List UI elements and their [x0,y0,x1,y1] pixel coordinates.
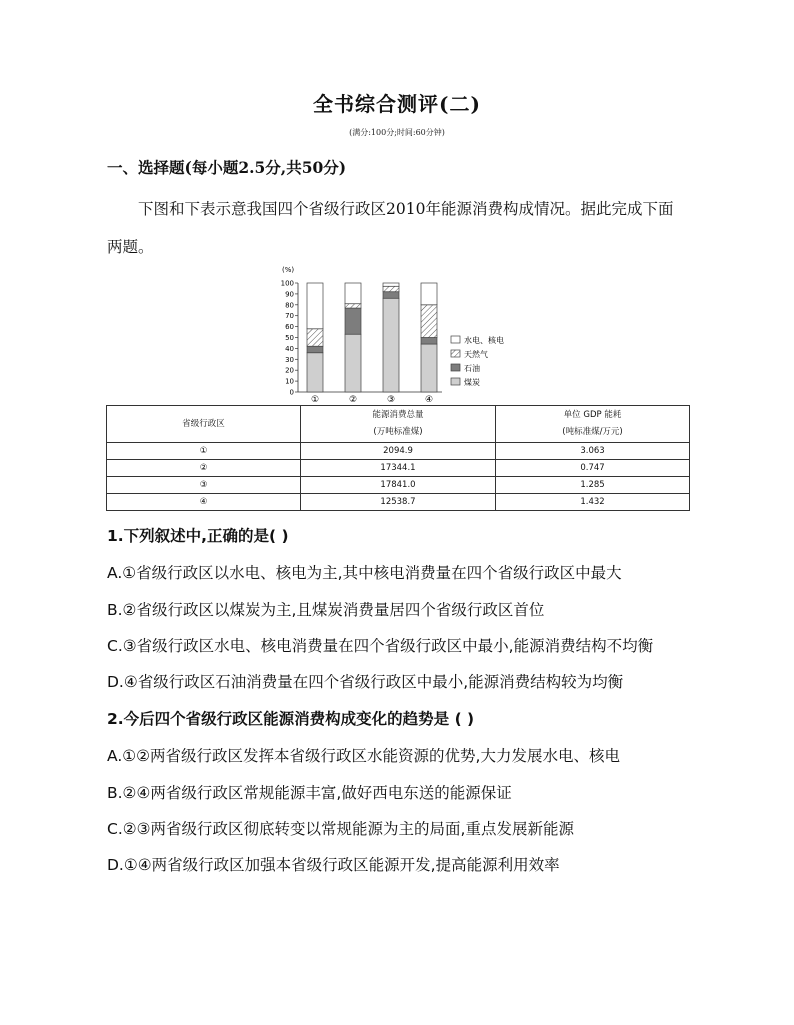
bar-segment [383,286,399,291]
bar-segment [307,283,323,329]
question-2-stem: 2.今后四个省级行政区能源消费构成变化的趋势是 ( ) [107,710,475,728]
table-header-gdp-unit: (吨标准煤/万元) [562,427,623,437]
table-header-region: 省级行政区 [107,406,301,443]
y-tick-label: 60 [285,323,294,332]
table-cell-gdp: 1.285 [496,477,690,494]
y-tick-label: 90 [285,290,294,299]
table-cell-region: ② [107,460,301,477]
question-1-option-b: B.②省级行政区以煤炭为主,且煤炭消费量居四个省级行政区首位 [107,601,545,619]
bar-segment [345,334,361,392]
legend-swatch [451,350,460,357]
question-2-option-d: D.①④两省级行政区加强本省级行政区能源开发,提高能源利用效率 [107,856,560,874]
y-tick-label: 20 [285,366,294,375]
table-cell-region: ③ [107,477,301,494]
question-1-option-d: D.④省级行政区石油消费量在四个省级行政区中最小,能源消费结构较为均衡 [107,673,624,691]
intro-paragraph: 下图和下表示意我国四个省级行政区2010年能源消费构成情况。据此完成下面两题。 [107,200,674,256]
table-header-row [107,406,690,443]
bar-segment [421,344,437,392]
bar-segment [307,353,323,392]
legend-swatch [451,336,460,343]
page-title: 全书综合测评(二) [313,92,481,116]
question-2-option-a: A.①②两省级行政区发挥本省级行政区水能资源的优势,大力发展水电、核电 [107,747,620,765]
y-tick-label: 100 [280,279,294,288]
legend-swatch [451,378,460,385]
y-tick-label: 0 [289,388,294,397]
x-tick-label: ② [348,395,358,405]
table-cell-region: ① [107,443,301,460]
y-tick-label: 70 [285,312,294,321]
bar-segment [307,346,323,353]
table-cell-gdp: 1.432 [496,494,690,511]
legend-label: 石油 [464,364,480,373]
table-row [107,477,690,494]
energy-chart-svg [270,258,530,406]
table-row [107,494,690,511]
y-tick-label: 80 [285,301,294,310]
table-header-total-name: 能源消费总量 [372,410,424,420]
bar-segment [383,298,399,392]
table-header-gdp-name: 单位 GDP 能耗 [563,410,622,420]
question-1-stem: 1.下列叙述中,正确的是( ) [107,527,289,545]
question-1-option-c: C.③省级行政区水电、核电消费量在四个省级行政区中最小,能源消费结构不均衡 [107,637,654,655]
table-cell-total: 17841.0 [301,477,496,494]
section-title: 一、选择题(每小题2.5分,共50分) [107,158,347,177]
question-1-option-a: A.①省级行政区以水电、核电为主,其中核电消费量在四个省级行政区中最大 [107,564,622,582]
table-cell-region: ④ [107,494,301,511]
legend-label: 煤炭 [464,378,480,387]
energy-chart [270,258,530,410]
y-tick-label: 10 [285,377,294,386]
legend-label: 水电、核电 [464,336,504,345]
y-tick-label: 50 [285,334,294,342]
y-tick-label: 30 [285,355,294,364]
table-cell-total: 17344.1 [301,460,496,477]
page-subtitle: (满分:100分;时间:60分钟) [349,128,445,137]
bar-segment [421,338,437,345]
y-axis-unit: (%) [282,266,295,274]
table-row [107,460,690,477]
bar-segment [345,283,361,304]
table-row [107,443,690,460]
bar-segment [383,283,399,286]
x-tick-label: ③ [386,395,396,405]
table-cell-total: 2094.9 [301,443,496,460]
table-cell-gdp: 0.747 [496,460,690,477]
y-tick-label: 40 [285,344,294,353]
energy-table [106,405,690,511]
table-header-gdp [496,406,690,443]
x-tick-label: ① [310,395,320,405]
legend-label: 天然气 [464,350,488,359]
table-cell-gdp: 3.063 [496,443,690,460]
bar-segment [421,283,437,305]
table-cell-total: 12538.7 [301,494,496,511]
question-2-option-b: B.②④两省级行政区常规能源丰富,做好西电东送的能源保证 [107,784,512,802]
bar-segment [383,292,399,299]
table-header-total [301,406,496,443]
bar-segment [307,329,323,346]
x-tick-label: ④ [424,395,434,405]
bar-segment [345,308,361,334]
bar-segment [421,305,437,338]
legend-swatch [451,364,460,371]
table-header-total-unit: (万吨标准煤) [373,427,423,437]
question-2-option-c: C.②③两省级行政区彻底转变以常规能源为主的局面,重点发展新能源 [107,820,574,838]
bar-segment [345,304,361,308]
